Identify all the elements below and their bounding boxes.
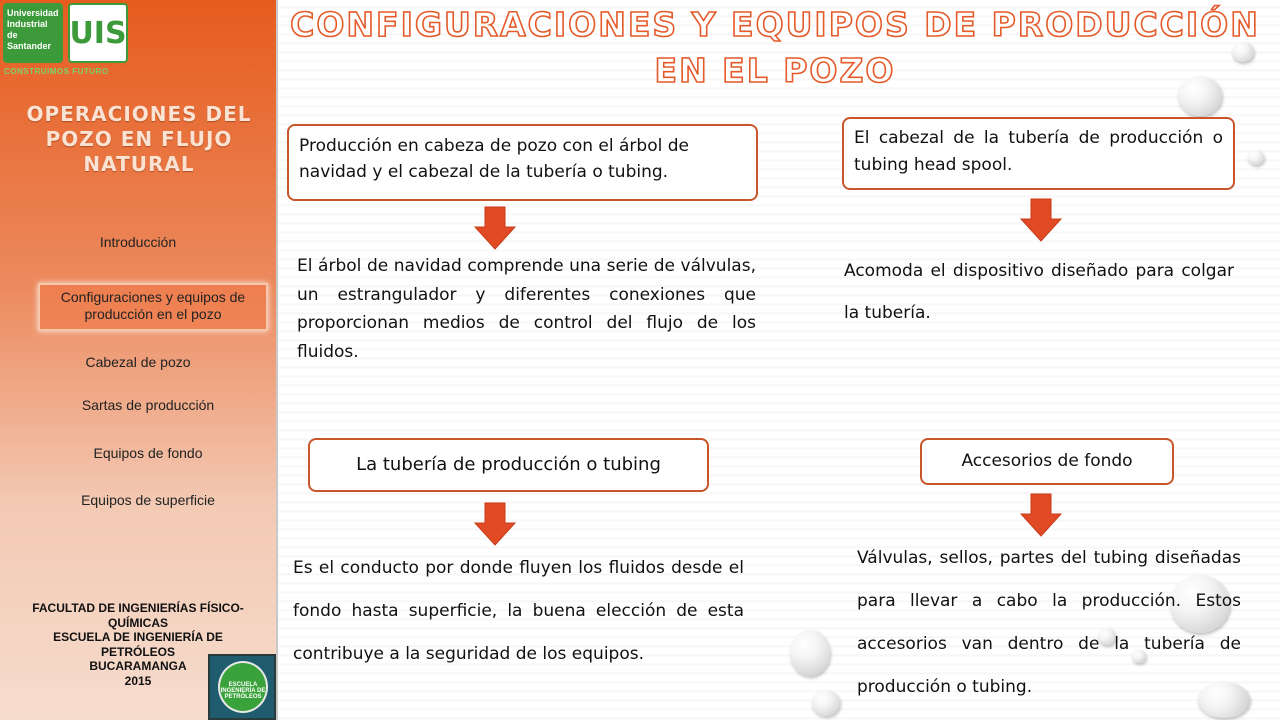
nav-introduccion[interactable]: Introducción (99, 234, 177, 250)
arrow-down-icon (474, 206, 516, 250)
droplet-decoration (790, 630, 830, 676)
nav-equipos-de-superficie[interactable]: Equipos de superficie (81, 492, 215, 508)
droplet-decoration (812, 690, 840, 716)
text-valvulas: Válvulas, sellos, partes del tubing diseñadas para llevar a cabo la producción. Estos accesorios van dentro de la tubería de producción o tubing. (857, 548, 1241, 697)
sidebar (0, 0, 278, 720)
nav-configuraciones[interactable]: Configuraciones y equipos de producción en el pozo (38, 283, 268, 331)
nav-cabezal-de-pozo[interactable]: Cabezal de pozo (85, 354, 191, 370)
faculty-footer: FACULTAD DE INGENIERÍAS FÍSICO-QUÍMICAS ESCUELA DE INGENIERÍA DE PETRÓLEOS BUCARAMANGA 2015 (32, 601, 244, 688)
university-logo: Universidad Industrial de Santander (3, 3, 63, 63)
slide-title: CONFIGURACIONES Y EQUIPOS DE PRODUCCIÓN EN EL POZO (290, 5, 1260, 90)
nav-equipos-de-fondo[interactable]: Equipos de fondo (93, 445, 203, 461)
arrow-down-icon (474, 502, 516, 546)
box-cabezal-tuberia: El cabezal de la tubería de producción o tubing head spool. (842, 117, 1235, 190)
school-logo: ESCUELA INGENIERÍA DE PETRÓLEOS (208, 654, 276, 720)
uis-logo-mark: UIS (68, 3, 128, 63)
droplet-decoration (1248, 150, 1264, 165)
sidebar-title: OPERACIONES DEL POZO EN FLUJO NATURAL (26, 102, 252, 176)
text-arbol-navidad: El árbol de navidad comprende una serie de válvulas, un estrangulador y diferentes conexiones que proporcionan medios de control del flujo de los fluidos. (297, 256, 756, 362)
text-acomoda: Acomoda el dispositivo diseñado para colgar la tubería. (844, 261, 1234, 323)
arrow-down-icon (1020, 198, 1062, 242)
tagline: CONSTRUIMOS FUTURO (4, 67, 109, 76)
nav-sartas-de-produccion[interactable]: Sartas de producción (81, 397, 215, 413)
box-produccion-cabeza: Producción en cabeza de pozo con el árbol de navidad y el cabezal de la tubería o tubing. (287, 124, 758, 201)
arrow-down-icon (1020, 493, 1062, 537)
box-tuberia-produccion: La tubería de producción o tubing (308, 438, 709, 492)
box-accesorios-fondo: Accesorios de fondo (920, 438, 1174, 485)
text-conducto: Es el conducto por donde fluyen los fluidos desde el fondo hasta superficie, la buena elección de esta contribuye a la seguridad de los equipos. (293, 558, 744, 664)
